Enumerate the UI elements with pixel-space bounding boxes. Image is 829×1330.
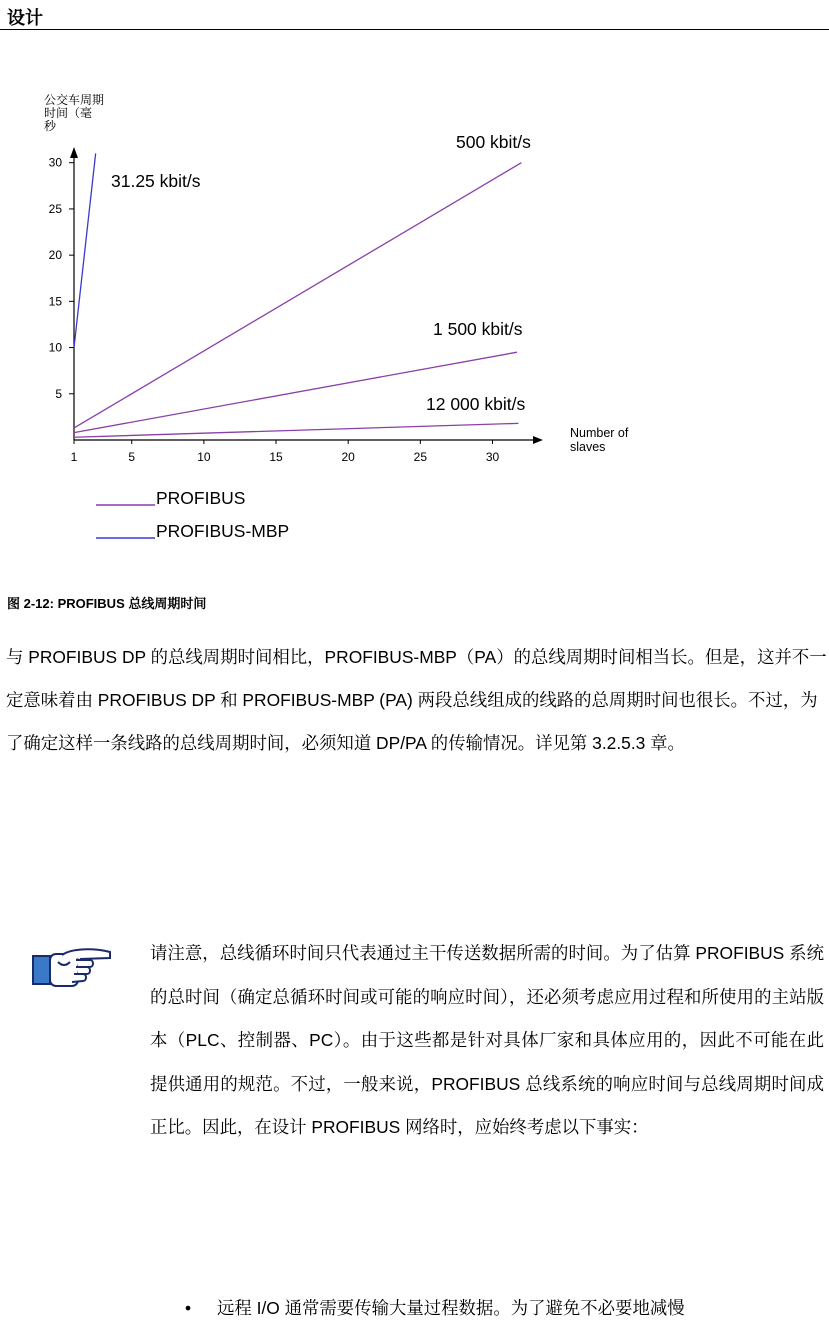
y-axis-arrow <box>70 147 78 158</box>
y-tick-label: 20 <box>48 248 62 263</box>
header-title: 设计 <box>7 8 43 28</box>
series-line <box>74 352 517 432</box>
note-paragraph: 请注意，总线循环时间只代表通过主干传送数据所需的时间。为了估算 PROFIBUS 系统的总时间（确定总循环时间或可能的响应时间），还必须考虑应用过程和所使用的主站版本（PLC、控制器、PC）。由于这些都是针对具体厂家和具体应用的，因此不可能在此提供通用的规范。不过，一般来说，PROFIBUS 总线系统的响应时间与总线周期时间成正比。因此，在设计 PROFIBUS 网络时，应始终考虑以下事实： <box>150 943 824 1137</box>
y-tick-label: 5 <box>55 386 62 401</box>
legend-label: PROFIBUS-MBP <box>156 521 290 541</box>
x-axis-label-line: slaves <box>570 440 606 454</box>
x-tick-label: 15 <box>269 450 283 464</box>
x-axis-label-line: Number of <box>570 426 629 440</box>
series-label: 31.25 kbit/s <box>111 171 201 191</box>
list-item <box>185 1287 825 1330</box>
series-label: 1 500 kbit/s <box>433 319 523 339</box>
series-line <box>74 153 96 347</box>
y-tick-label: 10 <box>48 340 62 355</box>
x-tick-label: 25 <box>413 450 428 464</box>
x-axis-arrow <box>533 436 543 444</box>
x-tick-label: 20 <box>341 450 355 464</box>
legend-label: PROFIBUS <box>156 488 246 508</box>
bullet-list <box>185 1287 825 1330</box>
y-tick-label: 25 <box>48 201 62 216</box>
y-tick-label: 30 <box>48 155 62 170</box>
series-line <box>74 423 518 437</box>
figure-caption: 图 2-12: PROFIBUS 总线周期时间 <box>7 596 207 611</box>
header-rule <box>0 29 829 30</box>
y-axis-label-line: 公交车周期 <box>44 93 105 107</box>
series-label: 12 000 kbit/s <box>426 394 526 414</box>
pointing-hand-icon <box>32 946 112 988</box>
x-tick-label: 30 <box>485 450 500 464</box>
x-tick-label: 5 <box>128 450 136 464</box>
body-paragraph: 与 PROFIBUS DP 的总线周期时间相比，PROFIBUS-MBP（PA）的总线周期时间相当长。但是，这并不一定意味着由 PROFIBUS DP 和 PROFIBUS-MBP (PA) 两段总线组成的线路的总周期时间也很长。不过，为了确定这样一条线路的总线周期时间，必须知道 DP/PA 的传输情况。详见第 3.2.5.3 章。 <box>6 647 827 753</box>
series-label: 500 kbit/s <box>456 132 531 152</box>
bullet-marker: • <box>185 1298 192 1318</box>
x-tick-label: 1 <box>70 450 78 464</box>
bullet-text: 远程 I/O 通常需要传输大量过程数据。为了避免不必要地减慢 <box>217 1298 685 1318</box>
bus-cycle-time-chart <box>0 85 829 555</box>
series-line <box>74 163 521 428</box>
x-tick-label: 10 <box>197 450 211 464</box>
y-axis-label-line: 秒 <box>44 119 57 133</box>
y-axis-label-line: 时间（毫 <box>44 106 93 120</box>
y-tick-label: 15 <box>48 294 62 309</box>
